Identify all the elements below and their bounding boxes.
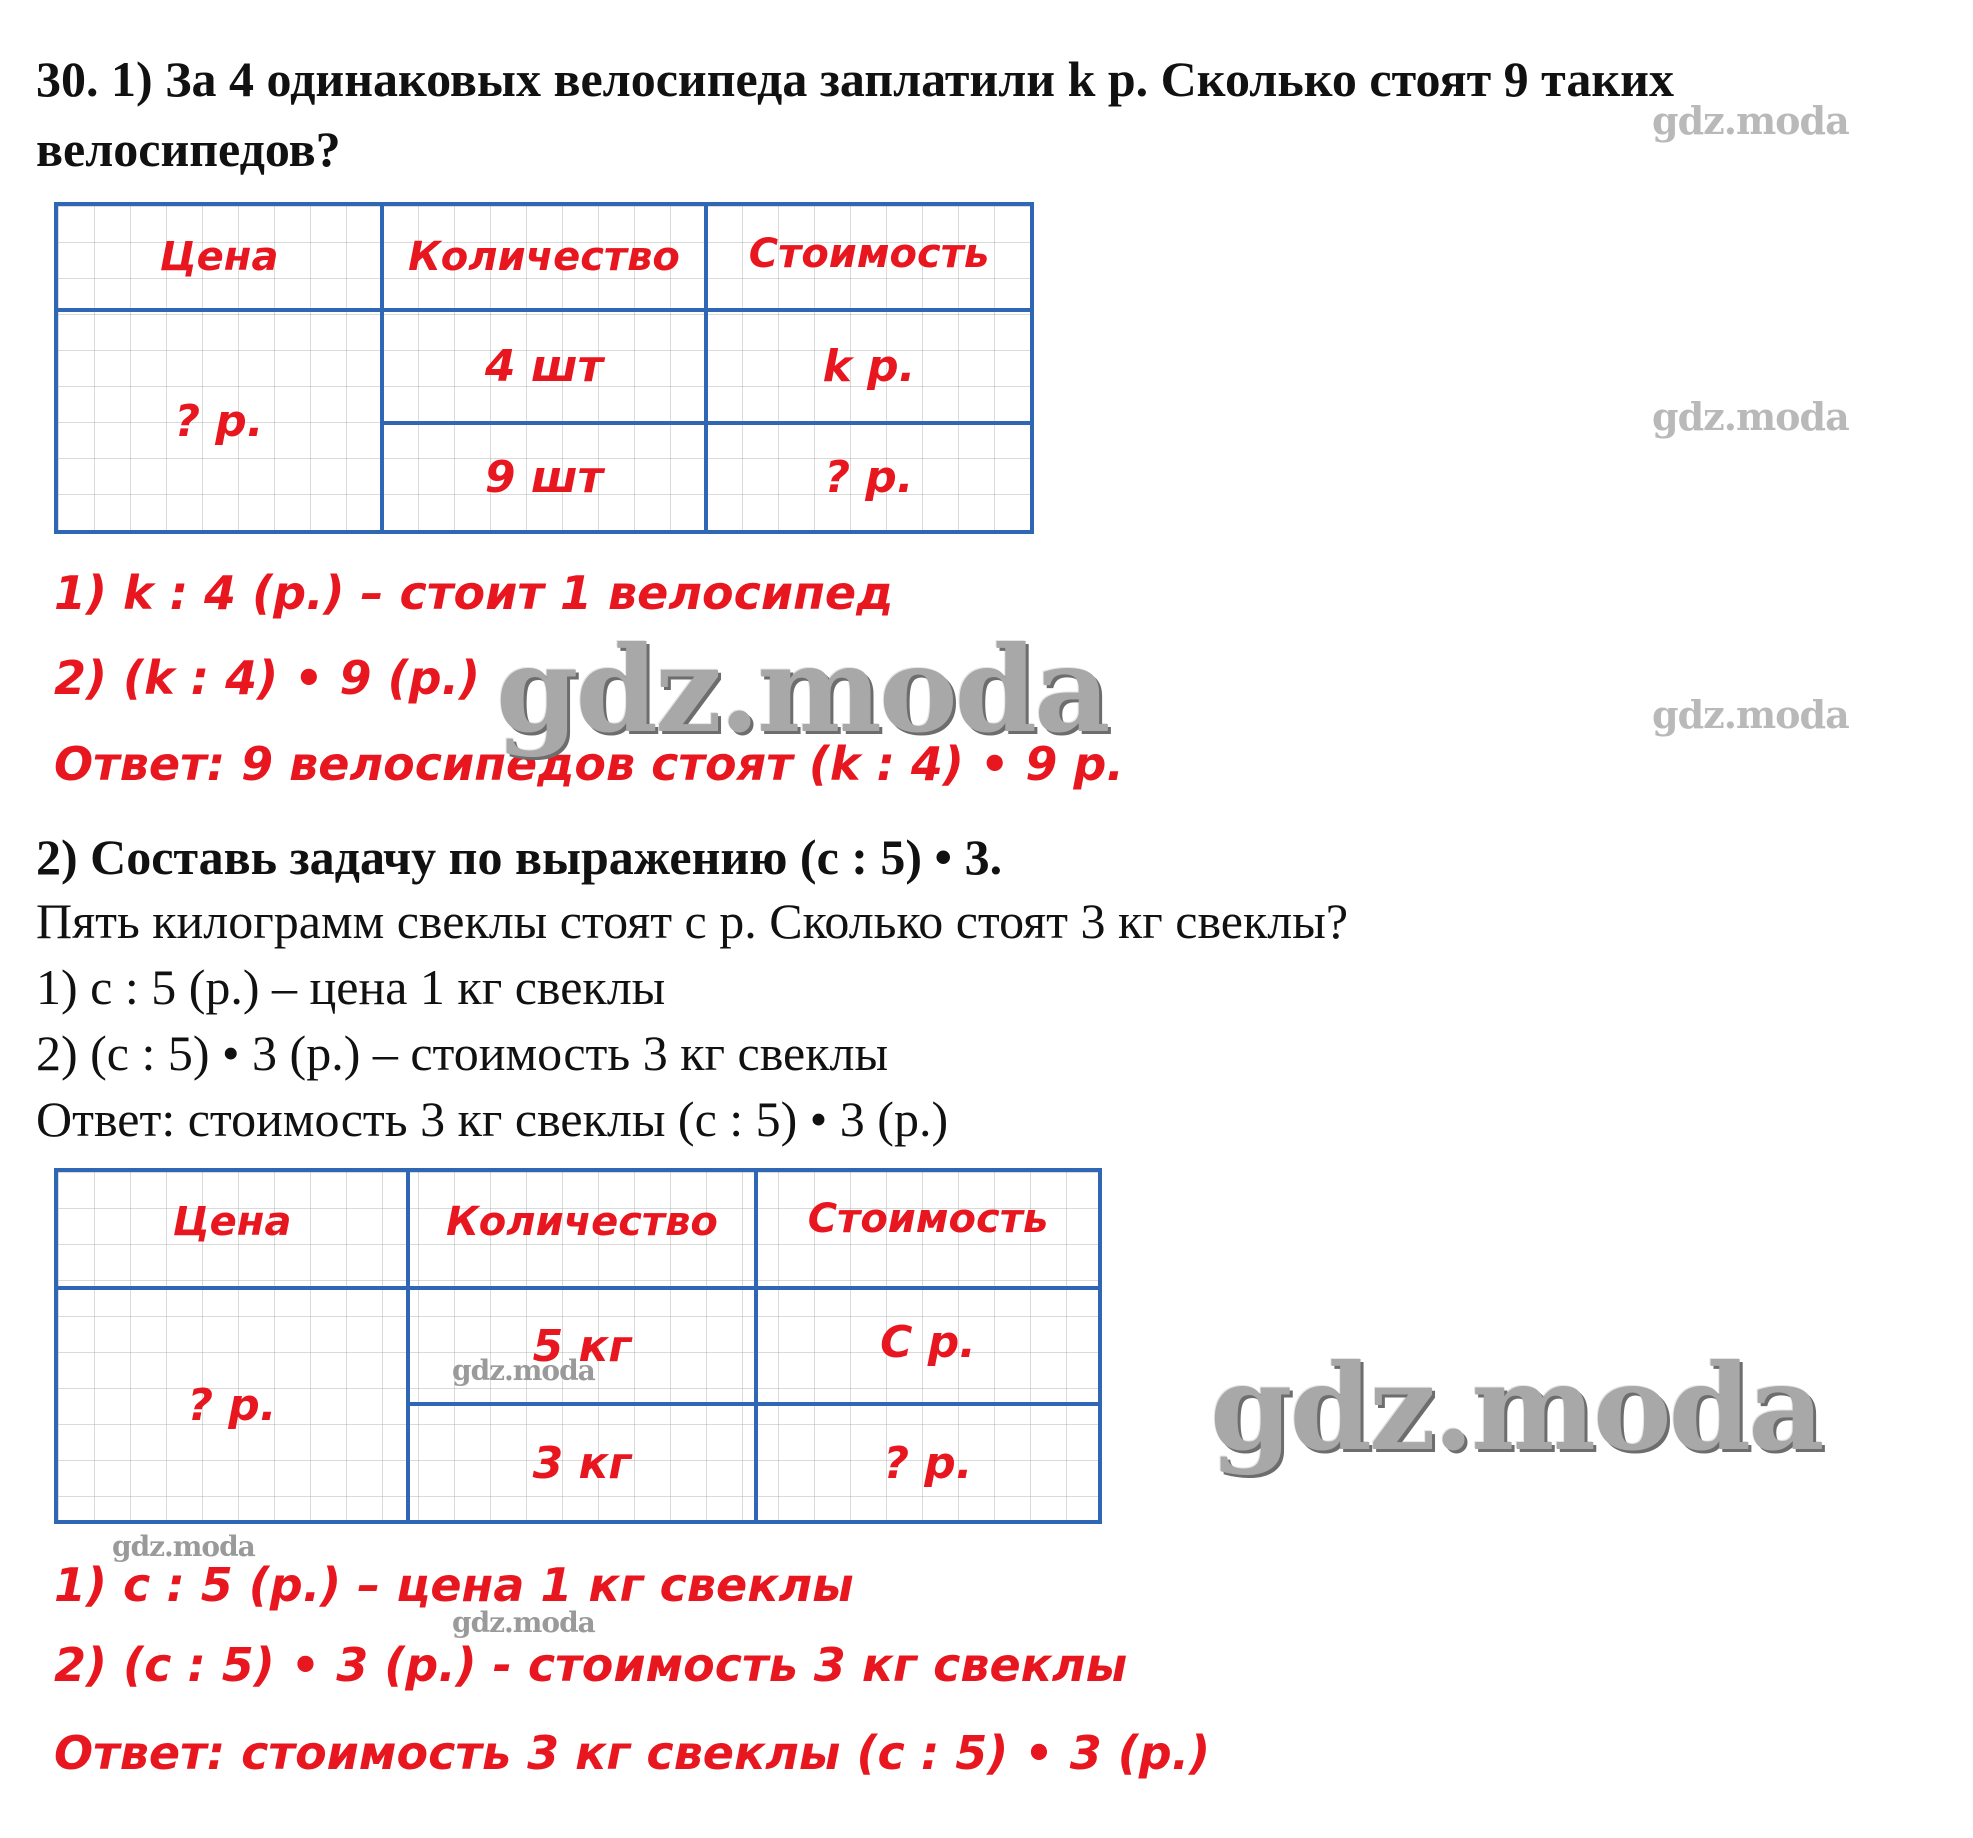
task2-solution-step2: 2) (с : 5) • 3 (р.) - стоимость 3 кг свеклы <box>54 1638 1128 1692</box>
table1-header-cost: Стоимость <box>748 231 990 277</box>
task1-solution-step2: 2) (k : 4) • 9 (р.) <box>54 651 481 705</box>
task2-step1: 1) с : 5 (р.) – цена 1 кг свеклы <box>36 959 666 1015</box>
task1-title-line2: велосипедов? <box>36 121 341 177</box>
task2-problem: Пять килограмм свеклы стоят с р. Сколько стоят 3 кг свеклы? <box>36 893 1349 949</box>
table1-quantity-row1: 4 шт <box>484 341 604 392</box>
table-1 <box>54 202 1034 534</box>
table2-quantity-row2: 3 кг <box>532 1437 632 1489</box>
watermark-logo: gdz.moda <box>452 1354 595 1387</box>
watermark-logo: gdz.moda <box>1652 394 1849 439</box>
table1-cost-row2: ? р. <box>824 452 914 503</box>
table-2 <box>54 1168 1102 1524</box>
table2-cost-row2: ? р. <box>883 1437 973 1489</box>
task1-solution-answer: Ответ: 9 велосипедов стоят (k : 4) • 9 р. <box>54 737 1124 791</box>
task2-solution-step1: 1) с : 5 (р.) – цена 1 кг свеклы <box>54 1558 854 1612</box>
table2-header-cost: Стоимость <box>807 1196 1049 1242</box>
task2-heading: 2) Составь задачу по выражению (с : 5) • 3. <box>36 829 1003 885</box>
task2-answer: Ответ: стоимость 3 кг свеклы (с : 5) • 3 (р.) <box>36 1091 949 1147</box>
watermark-logo: gdz.moda <box>496 620 1108 759</box>
table2-header-quantity: Количество <box>446 1199 718 1245</box>
watermark-logo: gdz.moda <box>1210 1338 1822 1477</box>
task1-title-line1: 30. 1) За 4 одинаковых велосипеда заплатили k р. Сколько стоят 9 таких <box>36 51 1674 107</box>
task2-step2: 2) (с : 5) • 3 (р.) – стоимость 3 кг свеклы <box>36 1025 889 1081</box>
table2-cost-row1: С р. <box>880 1316 976 1368</box>
table2-quantity-row1: 5 кг <box>532 1320 632 1372</box>
watermark-logo: gdz.moda <box>112 1530 255 1563</box>
table1-quantity-row2: 9 шт <box>484 452 604 503</box>
table2-price-cell: ? р. <box>187 1379 277 1431</box>
table1-header-quantity: Количество <box>408 234 680 280</box>
watermark-logo: gdz.moda <box>1652 98 1849 143</box>
table1-cost-row1: k р. <box>822 341 916 392</box>
task1-solution-step1: 1) k : 4 (р.) – стоит 1 велосипед <box>54 566 894 620</box>
watermark-logo: gdz.moda <box>452 1606 595 1639</box>
table1-price-cell: ? р. <box>174 395 264 447</box>
watermark-logo: gdz.moda <box>1652 692 1849 737</box>
table1-header-price: Цена <box>159 234 279 280</box>
task2-solution-answer: Ответ: стоимость 3 кг свеклы (с : 5) • 3 (р.) <box>54 1726 1211 1780</box>
table2-header-price: Цена <box>172 1199 292 1245</box>
